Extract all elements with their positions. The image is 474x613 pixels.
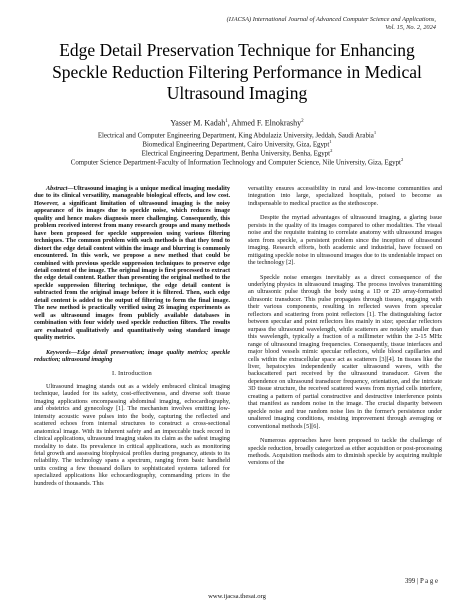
affiliation-text: Biomedical Engineering Department, Cairo University, Giza, Egypt (142, 141, 330, 149)
journal-url: www.ijacsa.thesai.org (208, 593, 266, 600)
author-2-affiliation-mark: 2 (301, 119, 304, 124)
author-2: Ahmed F. Elnokrashy (231, 118, 302, 128)
affiliation-text: Electrical and Computer Engineering Department, King Abdulaziz University, Jeddah, Saudi Arabia (97, 132, 374, 140)
affiliation-text: Computer Science Department-Faculty of Information Technology and Computer Science, Nile University, Giza, Egypt (70, 159, 401, 167)
journal-header (136, 16, 436, 32)
abstract-body: —Ultrasound imaging is a unique medical imaging modality due to its clinical versatility, manageable biological effects, and low cost. However, a significant limitation of ultrasound imaging is the noisy appearance of its images due to speckle noise, which reduces image quality and hence makes diagnosis more challenging. Consequently, this problem received interest from many research groups and many methods have been proposed for speckle suppression using various filtering techniques. The common problem with such methods is that they tend to distort the edge detail content within the image and blurring is commonly encountered. In this work, we propose a new method that could be combined with previous speckle suppression techniques to preserve edge detail content of the image. The original image is first processed to extract the edge detail content. Rather than presenting the original method to the speckle suppression filtering technique, the edge detail content is subtracted from the original image before it is filtered. Then, such edge detail content is added to the output of filtering to form the final image. The new method is practically verified using 26 imaging experiments as well as ultrasound images from publicly available databases in combination with four widely used speckle reduction filters. The results are evaluated qualitatively and quantitatively using standard image quality metrics. (34, 185, 230, 342)
intro-paragraph-1-continued: versatility ensures accessibility in rural and low-income communities and integration into large, specialized hospitals, poised to become as indispensable to medical practice as the stethoscope. (248, 185, 442, 207)
intro-paragraph-3: Speckle noise emerges inevitably as a direct consequence of the underlying physics in ultrasound imaging. The process involves transmitting an ultrasonic pulse through the body using a 1D or 2D array-formatted ultrasonic transducer. This pulse propagates through tissues, engaging with their various components, resulting in reflected waves from specular reflectors and scattering from point reflectors [1]. The distinguishing factor between specular and point reflectors lies mainly in size; specular reflectors surpass the ultrasound wavelength, while scatterers are notably smaller than this wavelength, typically a fraction of a millimeter within the 2-15 MHz range of ultrasound imaging frequencies. Consequently, tissue interfaces and major blood vessels mimic specular reflectors, while blood capillaries and cells within the extracellular space act as scatterers [3][4]. In tissues like the liver, hepatocytes independently scatter ultrasound waves, with the backscattered part received by the ultrasound transducer. Given the dependence on ultrasound transducer frequency, orientation, and the intricate 3D tissue structure, the received scattered waves from myriad cells interfere, creating a pattern of partial constructive and destructive interference points that manifest as random noise in the image. The crucial disparity between speckle noise and true random noise lies in the former's persistence under unaltered imaging conditions, resisting improvement through averaging or conventional methods [5][6]. (248, 273, 442, 430)
journal-volume: Vol. 15, No. 2, 2024 (385, 24, 436, 31)
abstract (34, 185, 230, 342)
affiliation-text: Electrical Engineering Department, Benha University, Benha, Egypt (141, 150, 331, 158)
paper-title (20, 40, 454, 105)
affiliation-mark: 1 (373, 130, 377, 135)
right-column (248, 185, 442, 467)
author-1-affiliation-mark: 1 (225, 119, 228, 124)
page-number: 399 | P a g e (404, 578, 438, 585)
title-line-2: Speckle Reduction Filtering Performance in Medical (52, 61, 422, 82)
section-heading-introduction: I. Introduction (112, 370, 152, 378)
affiliation-mark: 2 (330, 148, 333, 153)
affiliation-mark: 2 (400, 157, 404, 162)
affiliation-mark: 1 (329, 139, 332, 144)
intro-paragraph-2: Despite the myriad advantages of ultrasound imaging, a glaring issue persists in the quality of its images compared to other modalities. The visual noise and the requisite training to correlate anatomy with ultrasound images stem from speckle, a persistent problem since the inception of ultrasound imaging. Research efforts, both academic and industrial, have focused on mitigating speckle noise in ultrasound images due to its undeniable impact on the technology [2]. (248, 214, 442, 267)
journal-name: (IJACSA) International Journal of Advanced Computer Science and Applications, (226, 16, 436, 23)
title-line-1: Edge Detail Preservation Technique for Enhancing (59, 40, 415, 60)
affiliation-4 (10, 155, 464, 167)
intro-paragraph-4: Numerous approaches have been proposed to tackle the challenge of speckle reduction, broadly categorized as either acquisition or post-processing methods. Acquisition methods aim to diminish speckle by acquiring multiple versions of the (248, 437, 442, 467)
intro-paragraph-1: Ultrasound imaging stands out as a widely embraced clinical imaging technique, lauded for its safety, cost-effectiveness, and diverse soft tissue imaging applications encompassing abdominal imaging, echocardiography, and obstetrics and gynecology [1]. The mechanism involves emitting low-intensity acoustic wave pulses into the body, capturing the reflected and scattered echoes from internal structures to construct a cross-sectional anatomical image. With its inherent safety and an impeccable track record in clinical applications, ultrasound imaging stakes its claim as the safest imaging modality to date. Its prevalence in critical applications, such as monitoring fetal growth and assessing biophysical profiles during pregnancy, attests to its reliability. The technology spans a spectrum, ranging from basic handheld units costing a few thousand dollars to sophisticated systems tailored for specialized applications like echocardiography, commanding prices in the hundreds of thousands. This (34, 382, 230, 487)
keywords: Keywords—Edge detail preservation; image quality metrics; speckle reduction; ultrasound imaging (34, 348, 230, 363)
author-separator: , (227, 118, 232, 128)
left-column (34, 185, 230, 487)
author-list (10, 117, 464, 128)
author-1: Yasser M. Kadah (170, 118, 226, 128)
abstract-label: Abstract (46, 185, 68, 192)
title-line-3: Ultrasound Imaging (166, 83, 308, 103)
